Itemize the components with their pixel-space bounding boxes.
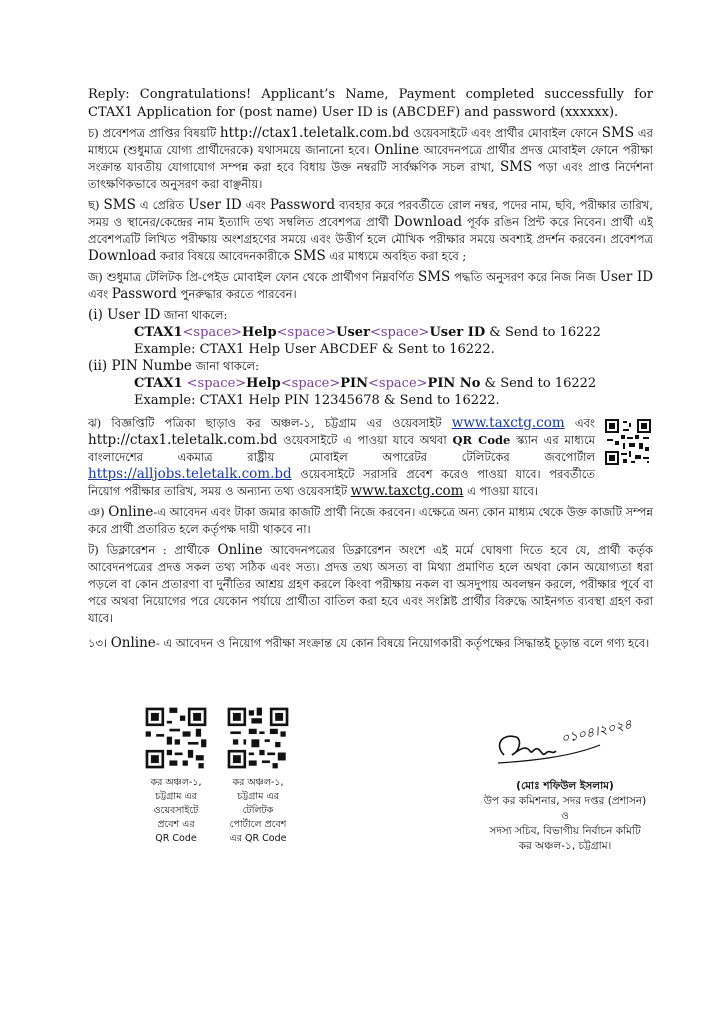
qr-caption-line: QR Code <box>155 833 197 844</box>
qr-caption-line: পোর্টালে প্রবেশ <box>229 819 287 830</box>
text: Password <box>111 286 177 302</box>
qr-caption-line: কর অঞ্চল-১, <box>150 777 202 788</box>
item-i-heading <box>88 307 653 324</box>
text: চ) প্রবেশপত্র প্রাপ্তির বিষয়টি <box>88 126 220 140</box>
text: পুনরুদ্ধার করতে পারবেন। <box>176 287 297 301</box>
qr-caption-line: কর অঞ্চল-১, <box>232 777 284 788</box>
signature-block <box>470 715 660 854</box>
text: আবেদনপত্রে প্রার্থীর প্রদত্ত মোবাইল ফোনে পরীক্ষা সংক্রান্ত যাবতীয় যোগাযোগ সম্পন্ন করা হবে বিধায় উক্ত নম্বরটি সার্বক্ষণিক সচল রাখা, <box>88 143 653 174</box>
text: -এ আবেদন এবং টাকা জমার কাজটি প্রার্থী নিজে করবেন। এক্ষেত্রে অন্য কোন মাধ্যম থেকে উক্ত কাজটি সম্পন্ন করে প্রার্থী প্রতারিত হলে কর্তৃপক্ষ দায়ী থাকবে না। <box>88 505 653 536</box>
text: CTAX1 <box>134 325 183 340</box>
text: SMS <box>601 125 635 141</box>
text: ব্যবহার করে পরবর্তীতে রোল নম্বর, পদের নাম, ছবি, পরীক্ষার তারিখ, সময় ও স্থানের/কেন্দ্রের নাম ইত্যাদি তথ্য সম্বলিত প্রবেশপত্র প্রার্থী <box>88 198 653 229</box>
text: User ID <box>599 269 654 285</box>
text: Online <box>217 542 263 558</box>
text: (ii) PIN Numbe <box>88 358 192 374</box>
text: PIN No <box>427 376 481 391</box>
qr-caption-line: এর QR Code <box>229 833 287 844</box>
text: CTAX1 <box>134 376 183 391</box>
text: Password <box>269 197 336 213</box>
notice-body <box>88 86 653 656</box>
text: User ID <box>429 325 486 340</box>
item-i-example: Example: CTAX1 Help User ABCDEF & Sent to 16222. <box>134 342 495 357</box>
text: ঝ) বিজ্ঞপ্তিটি পত্রিকা ছাড়াও কর অঞ্চল-১, চট্টগ্রাম এর ওয়েবসাইট <box>88 416 452 430</box>
item-ii-heading <box>88 358 653 375</box>
text: এবং <box>241 198 270 212</box>
text: <space> <box>368 376 428 391</box>
signature-icon <box>490 715 640 775</box>
text: ওয়েবসাইটে সরাসরি প্রবেশ করেও পাওয়া যাবে। পরবর্তীতে নিয়োগ পরীক্ষার তারিখ, সময় ও অন্যান্য তথ্য ওয়েবসাইট <box>88 467 595 498</box>
signer-and: ও <box>561 810 569 822</box>
text: জ) শুধুমাত্র টেলিটক প্রি-পেইড মোবাইল ফোন থেকে প্রার্থীগণ নিম্নবর্ণিত <box>88 270 418 284</box>
text: এবং <box>88 287 112 301</box>
teletalk-link[interactable]: http://ctax1.teletalk.com.bd <box>219 125 410 141</box>
text: ছ) <box>88 198 104 212</box>
text: - এ আবেদন ও নিয়োগ পরীক্ষা সংক্রান্ত যে কোন বিষয়ে নিয়োগকারী কর্তৃপক্ষের সিদ্ধান্তই চূড়ান্ত বলে গণ্য হবে। <box>155 636 650 650</box>
signer-office: কর অঞ্চল-১, চট্টগ্রাম। <box>518 840 612 852</box>
text: এবং <box>564 416 595 430</box>
text: জানা থাকলে: <box>191 359 259 373</box>
para-jha <box>88 415 653 500</box>
qr-code-icon <box>225 705 291 771</box>
qr-caption-line: ওয়েবসাইটে <box>153 805 199 816</box>
text: <space> <box>280 376 341 391</box>
text: স্ক্যান এর মাধ্যমে বাংলাদেশের একমাত্র রাষ্ট্রীয় মোবাইল অপারেটর টেলিটকের জবপোর্টাল <box>88 433 595 464</box>
qr-caption-line: চট্টগ্রাম এর <box>237 791 279 802</box>
text: Online <box>108 504 154 520</box>
text: <space> <box>182 325 243 340</box>
text: এ প্রেরিত <box>135 198 189 212</box>
text: SMS <box>417 269 451 285</box>
para-cha <box>88 125 653 193</box>
text: (i) User ID <box>88 307 161 323</box>
text: এ পাওয়া যাবে। <box>463 484 539 498</box>
taxctg-link[interactable]: www.taxctg.com <box>451 415 565 431</box>
text: পড়া এবং প্রাপ্ত নির্দেশনা তাৎক্ষণিকভাবে অনুসরণ করা বাঞ্ছনীয়। <box>88 160 654 191</box>
text: SMS <box>103 197 136 213</box>
text: Download <box>393 214 463 230</box>
text: PIN <box>340 376 369 391</box>
text: User ID <box>188 197 242 213</box>
text: SMS <box>293 248 326 264</box>
para-ta <box>88 542 653 627</box>
item-ii-example: Example: CTAX1 Help PIN 12345678 & Send to 16222. <box>134 393 500 408</box>
text: Help <box>246 376 281 391</box>
para-ja <box>88 269 653 303</box>
text: <space> <box>182 376 247 391</box>
item-ii-command <box>88 375 653 392</box>
text: ১৩। <box>88 636 111 650</box>
text: QR Code <box>452 433 511 447</box>
signer-title-2: সদস্য সচিব, বিভাগীয় নির্বাচন কমিটি <box>489 825 641 837</box>
qr-website <box>140 705 212 846</box>
footer-section <box>0 705 724 905</box>
text: ট) ডিক্লারেশন : প্রার্থীকে <box>88 543 218 557</box>
text: আবেদনপত্রের ডিক্লারেশন অংশে এই মর্মে ঘোষণা দিতে হবে যে, প্রার্থী কর্তৃক আবেদনপত্রের প্রদত্ত সকল তথ্য সঠিক এবং সত্য। প্রদত্ত তথ্য অসত্য বা মিথ্যা প্রমাণিত হলে অথবা কোন অযোগ্যতা ধরা পড়লে বা কোন প্রতারণা বা দুর্নীতির আশ্রয় গ্রহণ করলে কিংবা পরীক্ষায় নকল বা অসদুপায় অবলম্বন করলে, পরীক্ষার পূর্বে বা পরে অথবা নিয়োগের পরে যেকোন পর্যায়ে প্রার্থীতা বাতিল করা হবে এবং সংশ্লিষ্ট প্রার্থীর বিরুদ্ধে আইনগত ব্যবস্থা গ্রহণ করা যাবে। <box>88 543 653 625</box>
signer-title: উপ কর কমিশনার, সদর দপ্তর (প্রশাসন) <box>483 795 647 807</box>
text: <space> <box>369 325 430 340</box>
text: & Send to 16222 <box>480 376 597 391</box>
text: Help <box>242 325 277 340</box>
alljobs-link[interactable]: https://alljobs.teletalk.com.bd <box>88 466 292 482</box>
qr-teletalk <box>218 705 298 846</box>
taxctg-link[interactable]: www.taxctg.com <box>350 483 464 499</box>
text: এর মাধ্যমে (শুধুমাত্র যোগ্য প্রার্থীদেরকে) যথাসময়ে জানানো হবে। <box>88 126 653 157</box>
text: <space> <box>276 325 337 340</box>
para-chha <box>88 197 653 265</box>
reply-text: Reply: Congratulations! Applicant’s Name, Payment completed successfully for CTAX1 Application for (post name) User ID is (ABCDEF) and password (xxxxxx). <box>88 87 653 120</box>
text: ওয়েবসাইটে এ পাওয়া যাবে অথবা <box>277 433 453 447</box>
qr-graphic <box>603 417 653 467</box>
signature-date: ০১০৪।২০২৪ <box>559 717 634 747</box>
text: Download <box>88 248 157 264</box>
item-i-command <box>88 324 653 341</box>
qr-caption-line: টেলিটক <box>242 805 274 816</box>
text: জানা থাকলে: <box>160 308 228 322</box>
para-nya <box>88 504 653 538</box>
text: ওয়েবসাইটে এবং প্রার্থীর মোবাইল ফোনে <box>409 126 602 140</box>
text: Online <box>374 142 420 158</box>
qr-caption-line: চট্টগ্রাম এর <box>155 791 197 802</box>
text: পূর্বক রঙিন প্রিন্ট করে নিবেন। প্রার্থী এই প্রবেশপত্রটি লিখিত পরীক্ষায় অংশগ্রহণের সময়ে এবং উত্তীর্ণ হলে মৌখিক পরীক্ষার সময়ে অবশ্যই প্রদর্শন করবেন। প্রবেশপত্র <box>88 215 653 246</box>
text: ঞ) <box>88 505 109 519</box>
text: পদ্ধতি অনুসরণ করে নিজ নিজ <box>450 270 600 284</box>
signer-name: (মোঃ শফিউল ইসলাম) <box>516 780 614 792</box>
teletalk-link[interactable]: http://ctax1.teletalk.com.bd <box>88 432 278 448</box>
text: Online <box>110 635 156 651</box>
qr-code-icon <box>603 417 653 467</box>
text: SMS <box>499 159 533 175</box>
text: User <box>336 325 370 340</box>
qr-caption-line: প্রবেশ এর <box>157 819 195 830</box>
qr-code-icon <box>143 705 209 771</box>
text: করার বিষয়ে আবেদনকারীকে <box>156 249 294 263</box>
text: এর মাধ্যমে অবহিত করা হবে ; <box>325 249 467 263</box>
para-13 <box>88 635 653 652</box>
text: & Send to 16222 <box>485 325 601 340</box>
